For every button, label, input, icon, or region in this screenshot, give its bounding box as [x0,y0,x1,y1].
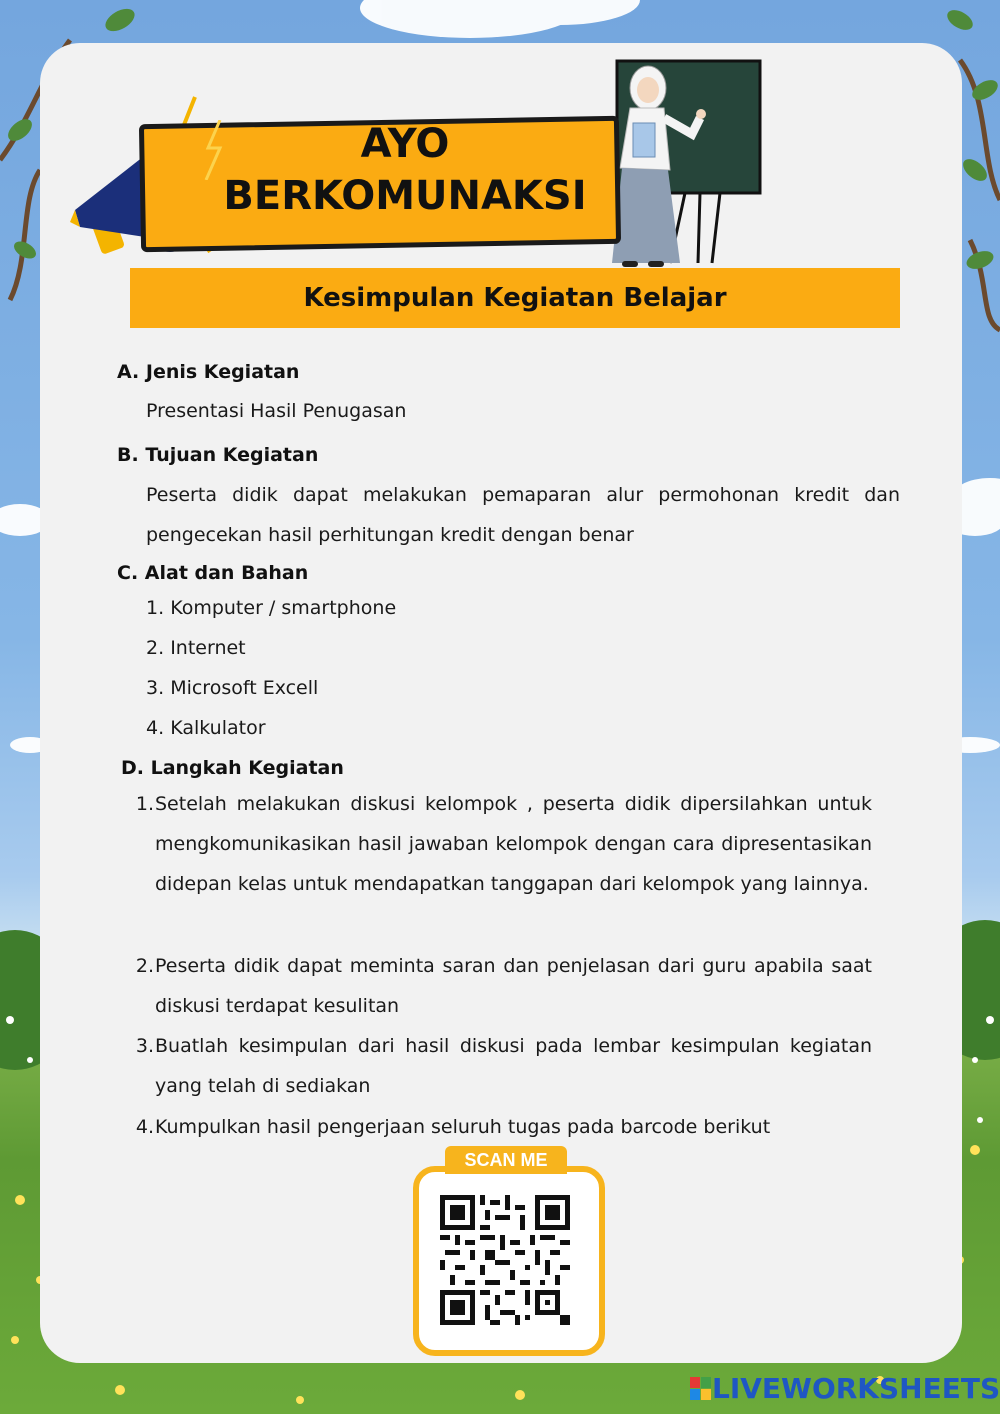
liveworksheets-logo: LIVEWORKSHEETS [690,1372,1000,1405]
scan-me-label: SCAN ME [445,1146,567,1174]
liveworksheets-logo-icon [690,1377,712,1401]
list-item: 4. Kalkulator [146,717,266,739]
teacher-illustration [600,58,770,273]
step-item: 1. Setelah melakukan diskusi kelompok , peserta didik dipersilahkan untuk mengkomunikasikan hasil jawaban kelompok dengan cara dipresentasikan didepan kelas untuk mendapatkan tanggapan dari kelompok yang lainnya. [135,793,872,896]
step-item: 4. Kumpulkan hasil pengerjaan seluruh tugas pada barcode berikut [135,1116,771,1138]
list-item: 3. Microsoft Excell [146,677,319,699]
section-a-text: Presentasi Hasil Penugasan [146,400,407,422]
section-d-heading: D. Langkah Kegiatan [121,757,344,779]
qr-code[interactable] [440,1195,570,1325]
section-b-heading: B. Tujuan Kegiatan [117,444,319,466]
section-a-heading: A. Jenis Kegiatan [117,361,300,383]
step-item: 2. Peserta didik dapat meminta saran dan penjelasan dari guru apabila saat diskusi terdapat kesulitan [135,955,872,1018]
list-item: 2. Internet [146,637,246,659]
page-title: AYO BERKOMUNAKSI [223,121,587,219]
section-c-heading: C. Alat dan Bahan [117,562,309,584]
step-item: 3. Buatlah kesimpulan dari hasil diskusi pada lembar kesimpulan kegiatan yang telah di sediakan [135,1035,872,1098]
subtitle-banner: Kesimpulan Kegiatan Belajar [130,268,900,328]
list-item: 1. Komputer / smartphone [146,597,397,619]
section-b-text: Peserta didik dapat melakukan pemaparan alur permohonan kredit dan pengecekan hasil perhitungan kredit dengan benar [146,484,900,546]
